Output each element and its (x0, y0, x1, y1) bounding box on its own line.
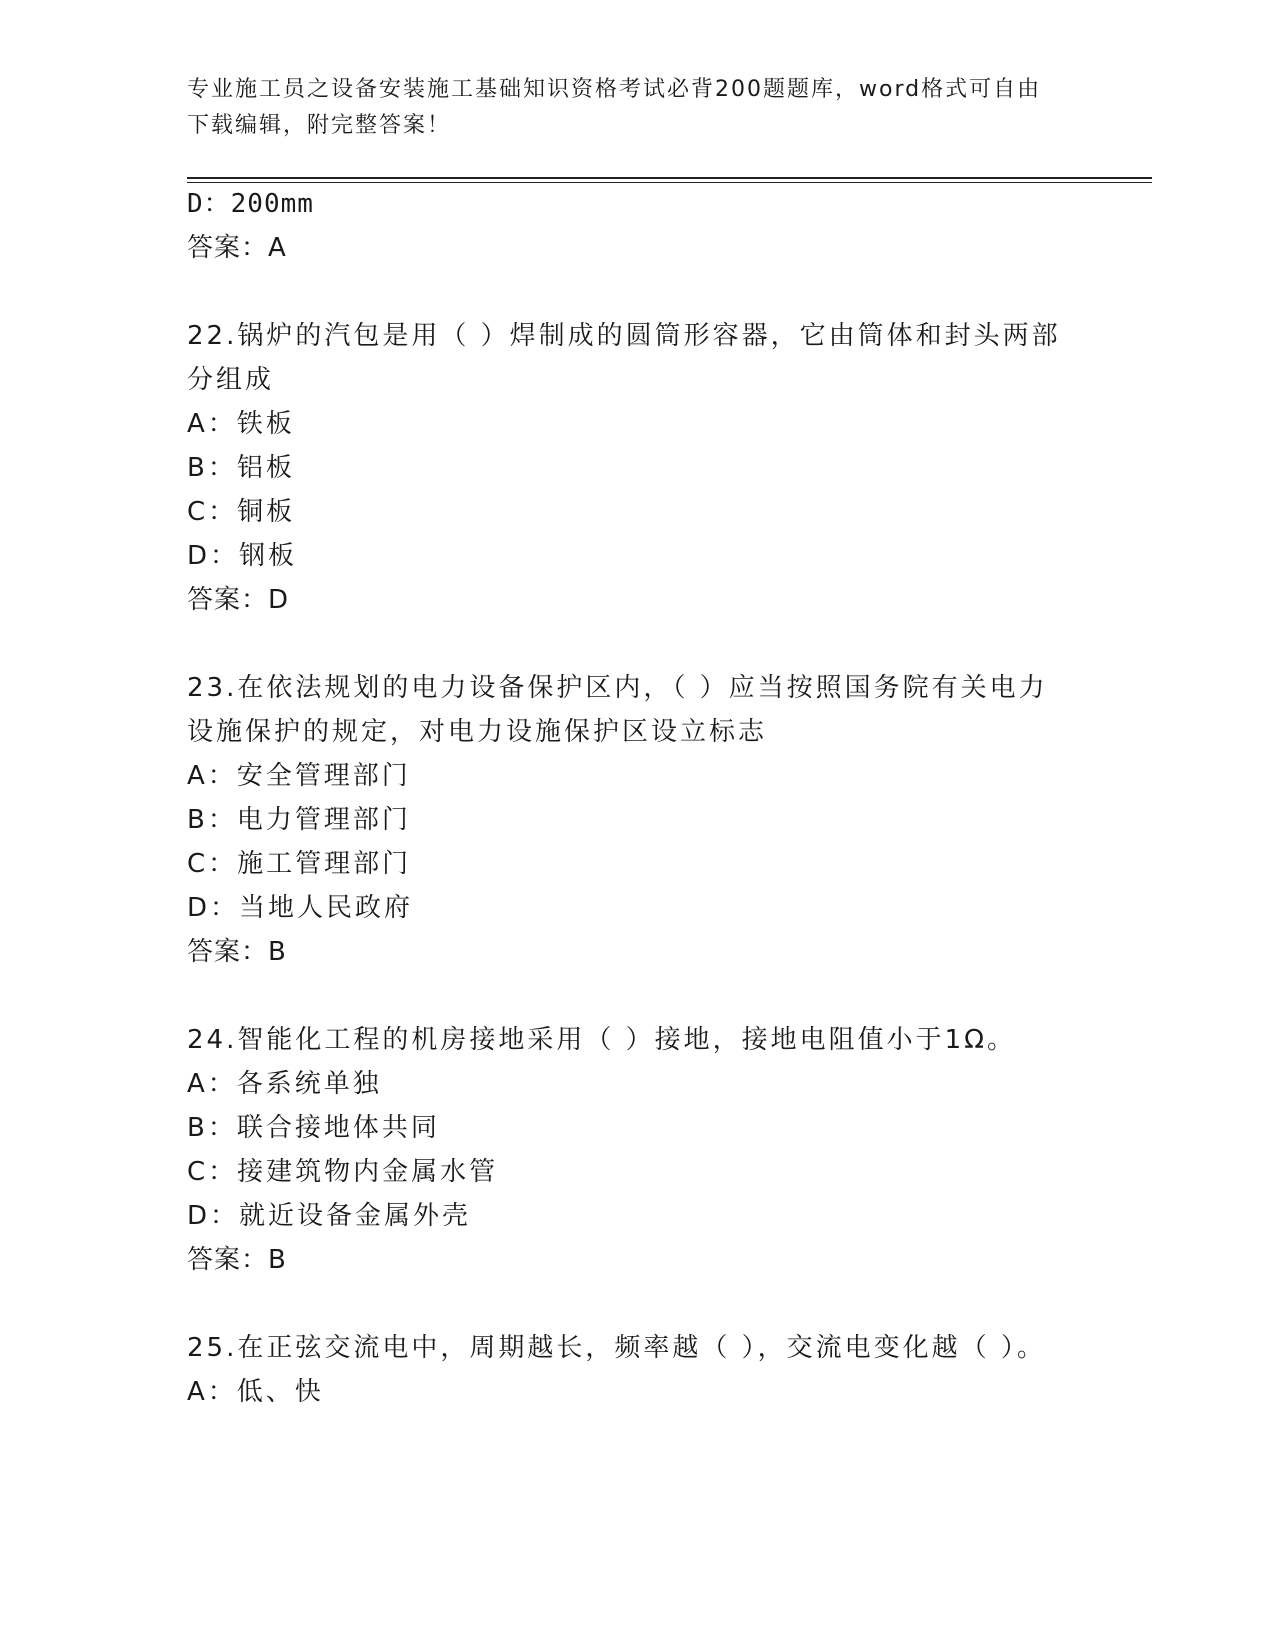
header-line-1: 专业施工员之设备安装施工基础知识资格考试必背200题题库，word格式可自由 (187, 77, 1042, 102)
q24-option-b: B：联合接地体共同 (187, 1113, 440, 1143)
q22-stem-line-2: 分组成 (187, 365, 275, 395)
prev-option-d: D：200mm (187, 189, 314, 219)
q25-option-a: A：低、快 (187, 1377, 324, 1407)
q24-stem-line-1: 24.智能化工程的机房接地采用（ ）接地，接地电阻值小于1Ω。 (187, 1025, 1017, 1055)
q23-stem-line-1: 23.在依法规划的电力设备保护区内，（ ）应当按照国务院有关电力 (187, 673, 1048, 703)
q23-option-a: A：安全管理部门 (187, 761, 411, 791)
q22-option-b: B：铝板 (187, 453, 295, 483)
q23-option-d: D：当地人民政府 (187, 893, 414, 923)
q24-answer: 答案：B (187, 1245, 287, 1275)
q24-option-a: A：各系统单独 (187, 1069, 382, 1099)
header-divider-thick (187, 177, 1152, 179)
header-divider-thin (187, 182, 1152, 183)
q22-option-a: A：铁板 (187, 409, 295, 439)
q25-stem-line-1: 25.在正弦交流电中，周期越长，频率越（ ），交流电变化越（ ）。 (187, 1333, 1046, 1363)
q22-stem-line-1: 22.锅炉的汽包是用（ ）焊制成的圆筒形容器，它由筒体和封头两部 (187, 321, 1061, 351)
q23-answer: 答案：B (187, 937, 287, 967)
q24-option-d: D：就近设备金属外壳 (187, 1201, 472, 1231)
q23-option-c: C：施工管理部门 (187, 849, 412, 879)
q22-answer: 答案：D (187, 585, 290, 615)
q22-option-d: D：钢板 (187, 541, 298, 571)
document-header (187, 72, 1067, 144)
header-line-2: 下载编辑，附完整答案！ (187, 113, 452, 138)
q24-option-c: C：接建筑物内金属水管 (187, 1157, 499, 1187)
q22-option-c: C：铜板 (187, 497, 296, 527)
prev-answer: 答案：A (187, 233, 287, 263)
q23-stem-line-2: 设施保护的规定，对电力设施保护区设立标志 (187, 717, 768, 747)
q23-option-b: B：电力管理部门 (187, 805, 411, 835)
